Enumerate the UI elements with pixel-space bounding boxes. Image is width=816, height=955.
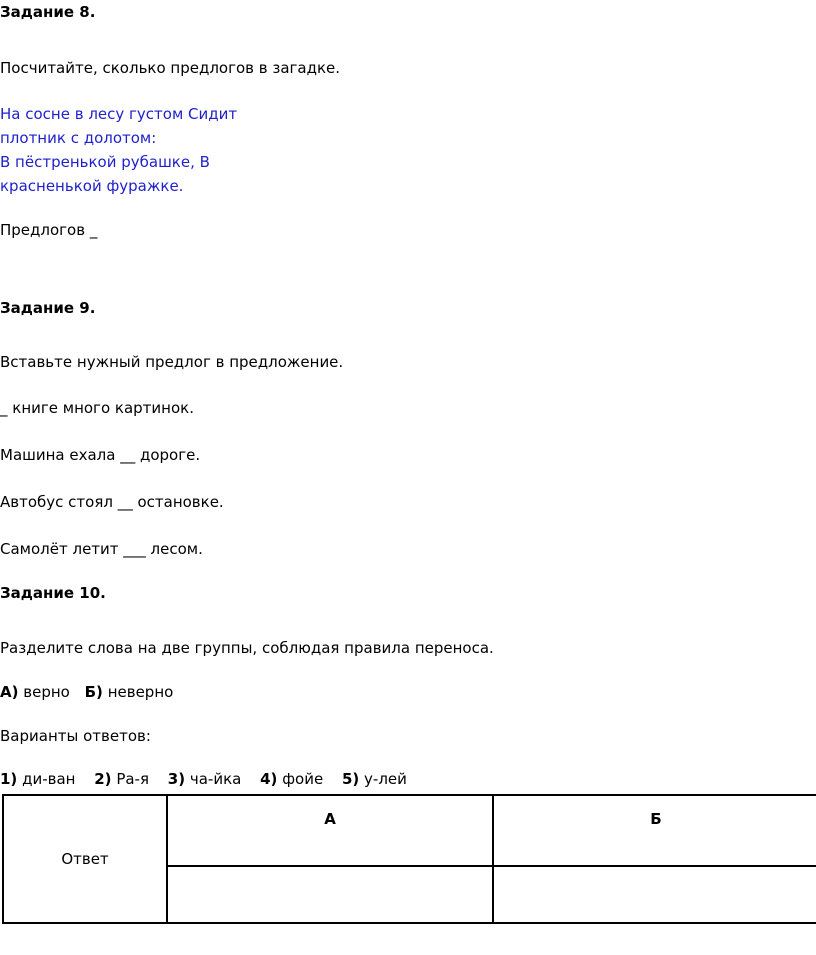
task10-title: Задание 10.: [0, 584, 106, 602]
task8-answer-line: Предлогов _: [0, 221, 98, 239]
task8-title: Задание 8.: [0, 3, 96, 21]
task9-instruction: Вставьте нужный предлог в предложение.: [0, 353, 344, 371]
sentence-1: _ книге много картинок.: [0, 399, 194, 417]
task8-instruction: Посчитайте, сколько предлогов в загадке.: [0, 59, 341, 77]
riddle-line-3: В пёстренькой рубашке, В: [0, 153, 210, 171]
option-2: 2) Ра-я: [94, 770, 149, 788]
option-5: 5) у-лей: [341, 770, 407, 788]
sentence-3: Автобус стоял __ остановке.: [0, 493, 224, 511]
task9-title: Задание 9.: [0, 299, 96, 317]
answer-table: [2, 794, 816, 924]
group-b-label: неверно: [107, 683, 174, 701]
riddle-line-2: плотник с долотом:: [0, 129, 157, 147]
variants-label: Варианты ответов:: [0, 727, 151, 745]
options-line: [0, 769, 421, 789]
answer-cell-b[interactable]: [493, 866, 816, 923]
option-4: 4) фойе: [260, 770, 324, 788]
group-b-key: Б): [84, 683, 103, 701]
option-1: 1) ди-ван: [0, 770, 76, 788]
groups-line: [0, 682, 173, 702]
column-header-b: Б: [493, 795, 816, 866]
riddle-line-4: красненькой фуражке.: [0, 177, 184, 195]
task10-instruction: Разделите слова на две группы, соблюдая правила переноса.: [0, 639, 494, 657]
answer-cell-a[interactable]: [167, 866, 493, 923]
answer-row-label: Ответ: [3, 795, 167, 923]
sentence-4: Самолёт летит ___ лесом.: [0, 540, 203, 558]
group-a-key: А): [0, 683, 19, 701]
option-3: 3) ча-йка: [167, 770, 242, 788]
riddle-line-1: На сосне в лесу густом Сидит: [0, 105, 238, 123]
group-a-label: верно: [23, 683, 70, 701]
column-header-a: А: [167, 795, 493, 866]
sentence-2: Машина ехала __ дороге.: [0, 446, 201, 464]
